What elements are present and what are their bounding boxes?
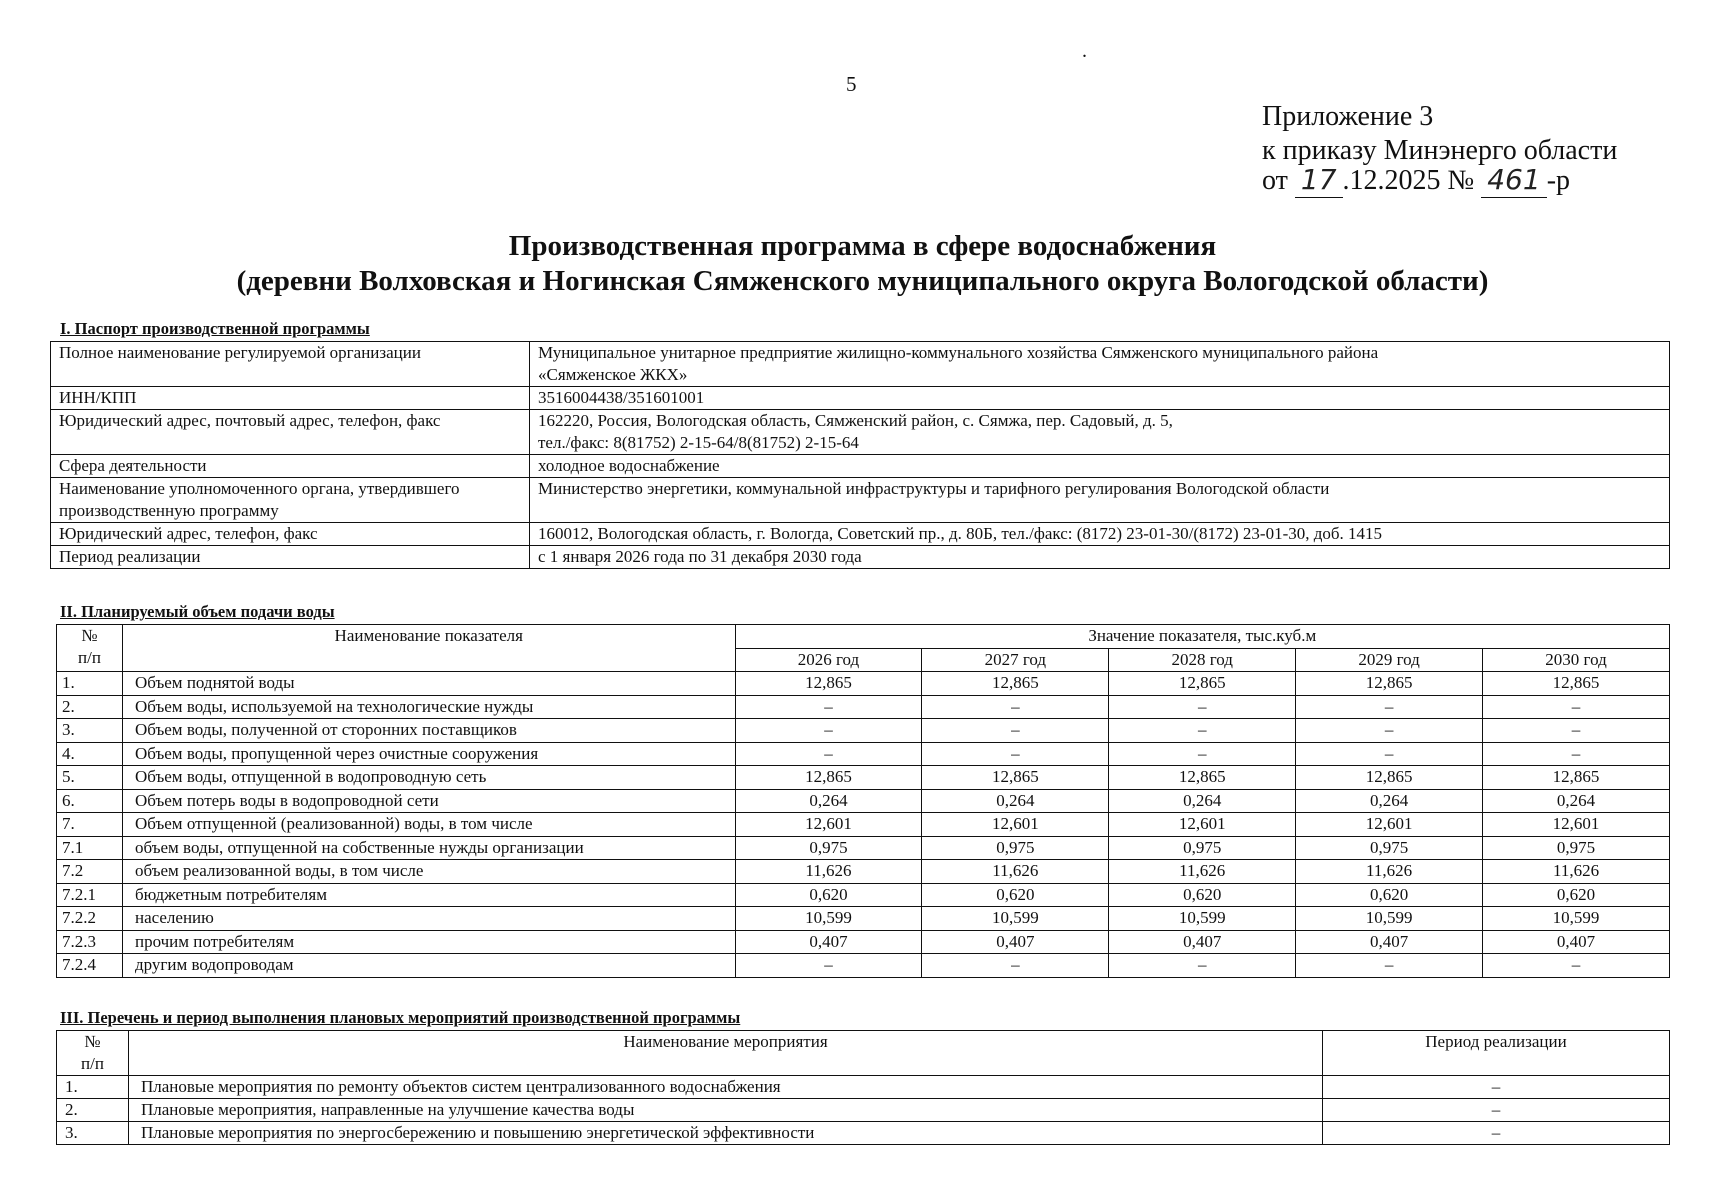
measure-name: Плановые мероприятия по ремонту объектов систем централизованного водоснабжения [129, 1076, 1323, 1099]
appendix-from: от [1262, 165, 1288, 196]
volume-row [57, 789, 1670, 813]
header-year: 2027 год [922, 648, 1109, 672]
indicator-value: – [922, 742, 1109, 766]
section1-title: I. Паспорт производственной программы [60, 319, 370, 338]
header-no-symbol: № [81, 626, 98, 645]
indicator-name: объем реализованной воды, в том числе [122, 860, 735, 884]
volume-row [57, 719, 1670, 743]
row-number: 2. [57, 1099, 129, 1122]
measure-period: – [1323, 1122, 1670, 1145]
indicator-value: – [1109, 954, 1296, 978]
volume-row [57, 883, 1670, 907]
header-measure-name: Наименование мероприятия [129, 1031, 1323, 1076]
passport-label: Юридический адрес, почтовый адрес, телефон, факс [51, 410, 530, 455]
volume-row [57, 930, 1670, 954]
appendix-line1: Приложение 3 [1262, 101, 1434, 132]
passport-value: холодное водоснабжение [530, 455, 1670, 478]
indicator-value: 0,620 [922, 883, 1109, 907]
indicator-name: бюджетным потребителям [122, 883, 735, 907]
indicator-value: – [735, 954, 922, 978]
indicator-value: 12,601 [1296, 813, 1483, 837]
indicator-name: Объем воды, используемой на технологические нужды [122, 695, 735, 719]
document-subtitle: (деревни Волховская и Ногинская Сямженского муниципального округа Вологодской области) [236, 265, 1489, 297]
indicator-value: 12,865 [1483, 766, 1670, 790]
indicator-value: 0,407 [735, 930, 922, 954]
passport-row [51, 387, 1670, 410]
indicator-value: – [1296, 954, 1483, 978]
indicator-value: – [1109, 742, 1296, 766]
section3-title: III. Перечень и период выполнения плановых мероприятий производственной программы [60, 1008, 741, 1027]
indicator-value: 11,626 [922, 860, 1109, 884]
volume-row [57, 766, 1670, 790]
passport-row [51, 455, 1670, 478]
indicator-value: 0,975 [922, 836, 1109, 860]
indicator-value: 12,865 [922, 766, 1109, 790]
passport-value-line: 162220, Россия, Вологодская область, Сямженский район, с. Сямжа, пер. Садовый, д. 5, [538, 411, 1173, 430]
indicator-name: Объем поднятой воды [122, 672, 735, 696]
indicator-value: – [735, 695, 922, 719]
measure-row [57, 1099, 1670, 1122]
row-number: 7.2 [57, 860, 123, 884]
indicator-value: – [1296, 719, 1483, 743]
indicator-value: – [735, 719, 922, 743]
passport-value: с 1 января 2026 года по 31 декабря 2030 года [530, 546, 1670, 569]
indicator-name: Объем потерь воды в водопроводной сети [122, 789, 735, 813]
row-number: 1. [57, 1076, 129, 1099]
passport-row [51, 478, 1670, 523]
passport-value [530, 342, 1670, 387]
indicator-value: 11,626 [1109, 860, 1296, 884]
header-no-abbr: п/п [81, 1054, 104, 1073]
indicator-value: 12,601 [735, 813, 922, 837]
indicator-value: – [1109, 695, 1296, 719]
passport-label: Полное наименование регулируемой организации [51, 342, 530, 387]
header-year: 2026 год [735, 648, 922, 672]
volume-row [57, 672, 1670, 696]
measure-period: – [1323, 1099, 1670, 1122]
indicator-value: 0,620 [735, 883, 922, 907]
header-period: Период реализации [1323, 1031, 1670, 1076]
header-year: 2029 год [1296, 648, 1483, 672]
page-number: 5 [846, 72, 857, 96]
indicator-value: 12,601 [1483, 813, 1670, 837]
passport-row [51, 342, 1670, 387]
appendix-line3 [1262, 163, 1570, 198]
row-number: 3. [57, 1122, 129, 1145]
indicator-value: 11,626 [1483, 860, 1670, 884]
indicator-value: 0,264 [1483, 789, 1670, 813]
indicator-value: 11,626 [735, 860, 922, 884]
indicator-value: – [1483, 742, 1670, 766]
row-number: 7.1 [57, 836, 123, 860]
measure-period: – [1323, 1076, 1670, 1099]
indicator-value: 0,975 [1483, 836, 1670, 860]
passport-row [51, 523, 1670, 546]
indicator-value: – [1483, 719, 1670, 743]
indicator-value: 12,865 [1109, 766, 1296, 790]
measure-name: Плановые мероприятия, направленные на улучшение качества воды [129, 1099, 1323, 1122]
volume-row [57, 836, 1670, 860]
indicator-value: – [922, 695, 1109, 719]
volume-table [56, 624, 1670, 978]
measure-name: Плановые мероприятия по энергосбережению и повышению энергетической эффективности [129, 1122, 1323, 1145]
volume-row [57, 954, 1670, 978]
indicator-name: объем воды, отпущенной на собственные нужды организации [122, 836, 735, 860]
passport-value-line: «Сямженское ЖКХ» [538, 365, 688, 384]
appendix-date: .12.2025 № [1342, 165, 1475, 196]
passport-value: Министерство энергетики, коммунальной инфраструктуры и тарифного регулирования Вологодской области [530, 478, 1670, 523]
indicator-value: – [922, 719, 1109, 743]
indicator-name: Объем воды, полученной от сторонних поставщиков [122, 719, 735, 743]
row-number: 4. [57, 742, 123, 766]
header-no-symbol: № [84, 1032, 101, 1051]
indicator-name: другим водопроводам [122, 954, 735, 978]
document-title: Производственная программа в сфере водоснабжения [508, 230, 1217, 262]
volume-row [57, 742, 1670, 766]
indicator-value: 0,620 [1483, 883, 1670, 907]
stray-dot: . [1082, 40, 1087, 62]
indicator-value: 10,599 [1296, 907, 1483, 931]
passport-value: 160012, Вологодская область, г. Вологда, Советский пр., д. 80Б, тел./факс: (8172) 23-01-30/(8172) 23-01-30, доб. 1415 [530, 523, 1670, 546]
passport-label-line: производственную программу [59, 501, 279, 520]
indicator-value: 10,599 [1483, 907, 1670, 931]
indicator-value: 12,865 [735, 672, 922, 696]
row-number: 7.2.3 [57, 930, 123, 954]
header-no [57, 625, 123, 672]
measure-row [57, 1122, 1670, 1145]
indicator-value: – [1483, 954, 1670, 978]
indicator-value: 0,407 [1109, 930, 1296, 954]
volume-header-row [57, 625, 1670, 649]
indicator-value: 0,975 [735, 836, 922, 860]
indicator-value: 0,264 [922, 789, 1109, 813]
header-no [57, 1031, 129, 1076]
indicator-value: 12,865 [1109, 672, 1296, 696]
header-no-abbr: п/п [78, 648, 101, 667]
appendix-line2: к приказу Минэнерго области [1262, 135, 1618, 166]
indicator-value: 12,865 [1296, 672, 1483, 696]
row-number: 7.2.4 [57, 954, 123, 978]
passport-label-line: Наименование уполномоченного органа, утвердившего [59, 479, 460, 498]
row-number: 1. [57, 672, 123, 696]
indicator-value: 0,264 [735, 789, 922, 813]
indicator-value: – [1109, 719, 1296, 743]
indicator-value: 10,599 [1109, 907, 1296, 931]
indicator-value: 0,620 [1109, 883, 1296, 907]
indicator-value: 10,599 [922, 907, 1109, 931]
indicator-value: 10,599 [735, 907, 922, 931]
header-value-group: Значение показателя, тыс.куб.м [735, 625, 1669, 649]
indicator-name: населению [122, 907, 735, 931]
indicator-value: 0,975 [1109, 836, 1296, 860]
header-indicator-name: Наименование показателя [122, 625, 735, 672]
indicator-value: 12,865 [922, 672, 1109, 696]
handwritten-order-number: 461 [1481, 163, 1546, 198]
indicator-name: Объем воды, отпущенной в водопроводную сеть [122, 766, 735, 790]
passport-label [51, 478, 530, 523]
passport-value-line: тел./факс: 8(81752) 2-15-64/8(81752) 2-15-64 [538, 433, 859, 452]
measures-header-row [57, 1031, 1670, 1076]
indicator-name: Объем отпущенной (реализованной) воды, в том числе [122, 813, 735, 837]
passport-value-line: Муниципальное унитарное предприятие жилищно-коммунального хозяйства Сямженского муниципального района [538, 343, 1379, 362]
indicator-value: 0,407 [1483, 930, 1670, 954]
indicator-value: – [1296, 742, 1483, 766]
indicator-value: 0,407 [922, 930, 1109, 954]
passport-row [51, 546, 1670, 569]
volume-row [57, 695, 1670, 719]
measures-table [56, 1030, 1670, 1145]
passport-row [51, 410, 1670, 455]
passport-table [50, 341, 1670, 569]
indicator-value: – [735, 742, 922, 766]
passport-label: Сфера деятельности [51, 455, 530, 478]
indicator-value: 0,407 [1296, 930, 1483, 954]
indicator-value: – [1296, 695, 1483, 719]
passport-value: 3516004438/351601001 [530, 387, 1670, 410]
passport-label: Юридический адрес, телефон, факс [51, 523, 530, 546]
header-year: 2028 год [1109, 648, 1296, 672]
indicator-value: 0,264 [1109, 789, 1296, 813]
row-number: 7.2.2 [57, 907, 123, 931]
row-number: 7.2.1 [57, 883, 123, 907]
indicator-name: Объем воды, пропущенной через очистные сооружения [122, 742, 735, 766]
volume-row [57, 860, 1670, 884]
row-number: 2. [57, 695, 123, 719]
indicator-value: 11,626 [1296, 860, 1483, 884]
indicator-value: 0,975 [1296, 836, 1483, 860]
volume-row [57, 907, 1670, 931]
indicator-value: 12,601 [1109, 813, 1296, 837]
indicator-value: 12,865 [735, 766, 922, 790]
indicator-value: 12,601 [922, 813, 1109, 837]
header-year: 2030 год [1483, 648, 1670, 672]
row-number: 3. [57, 719, 123, 743]
indicator-value: 0,264 [1296, 789, 1483, 813]
passport-value [530, 410, 1670, 455]
row-number: 6. [57, 789, 123, 813]
indicator-name: прочим потребителям [122, 930, 735, 954]
row-number: 7. [57, 813, 123, 837]
passport-label: Период реализации [51, 546, 530, 569]
appendix-suffix: -р [1546, 165, 1571, 196]
indicator-value: 12,865 [1296, 766, 1483, 790]
indicator-value: 0,620 [1296, 883, 1483, 907]
indicator-value: – [922, 954, 1109, 978]
volume-row [57, 813, 1670, 837]
passport-label: ИНН/КПП [51, 387, 530, 410]
indicator-value: 12,865 [1483, 672, 1670, 696]
section2-title: II. Планируемый объем подачи воды [60, 602, 335, 621]
row-number: 5. [57, 766, 123, 790]
indicator-value: – [1483, 695, 1670, 719]
measure-row [57, 1076, 1670, 1099]
handwritten-day: 17 [1295, 163, 1343, 198]
